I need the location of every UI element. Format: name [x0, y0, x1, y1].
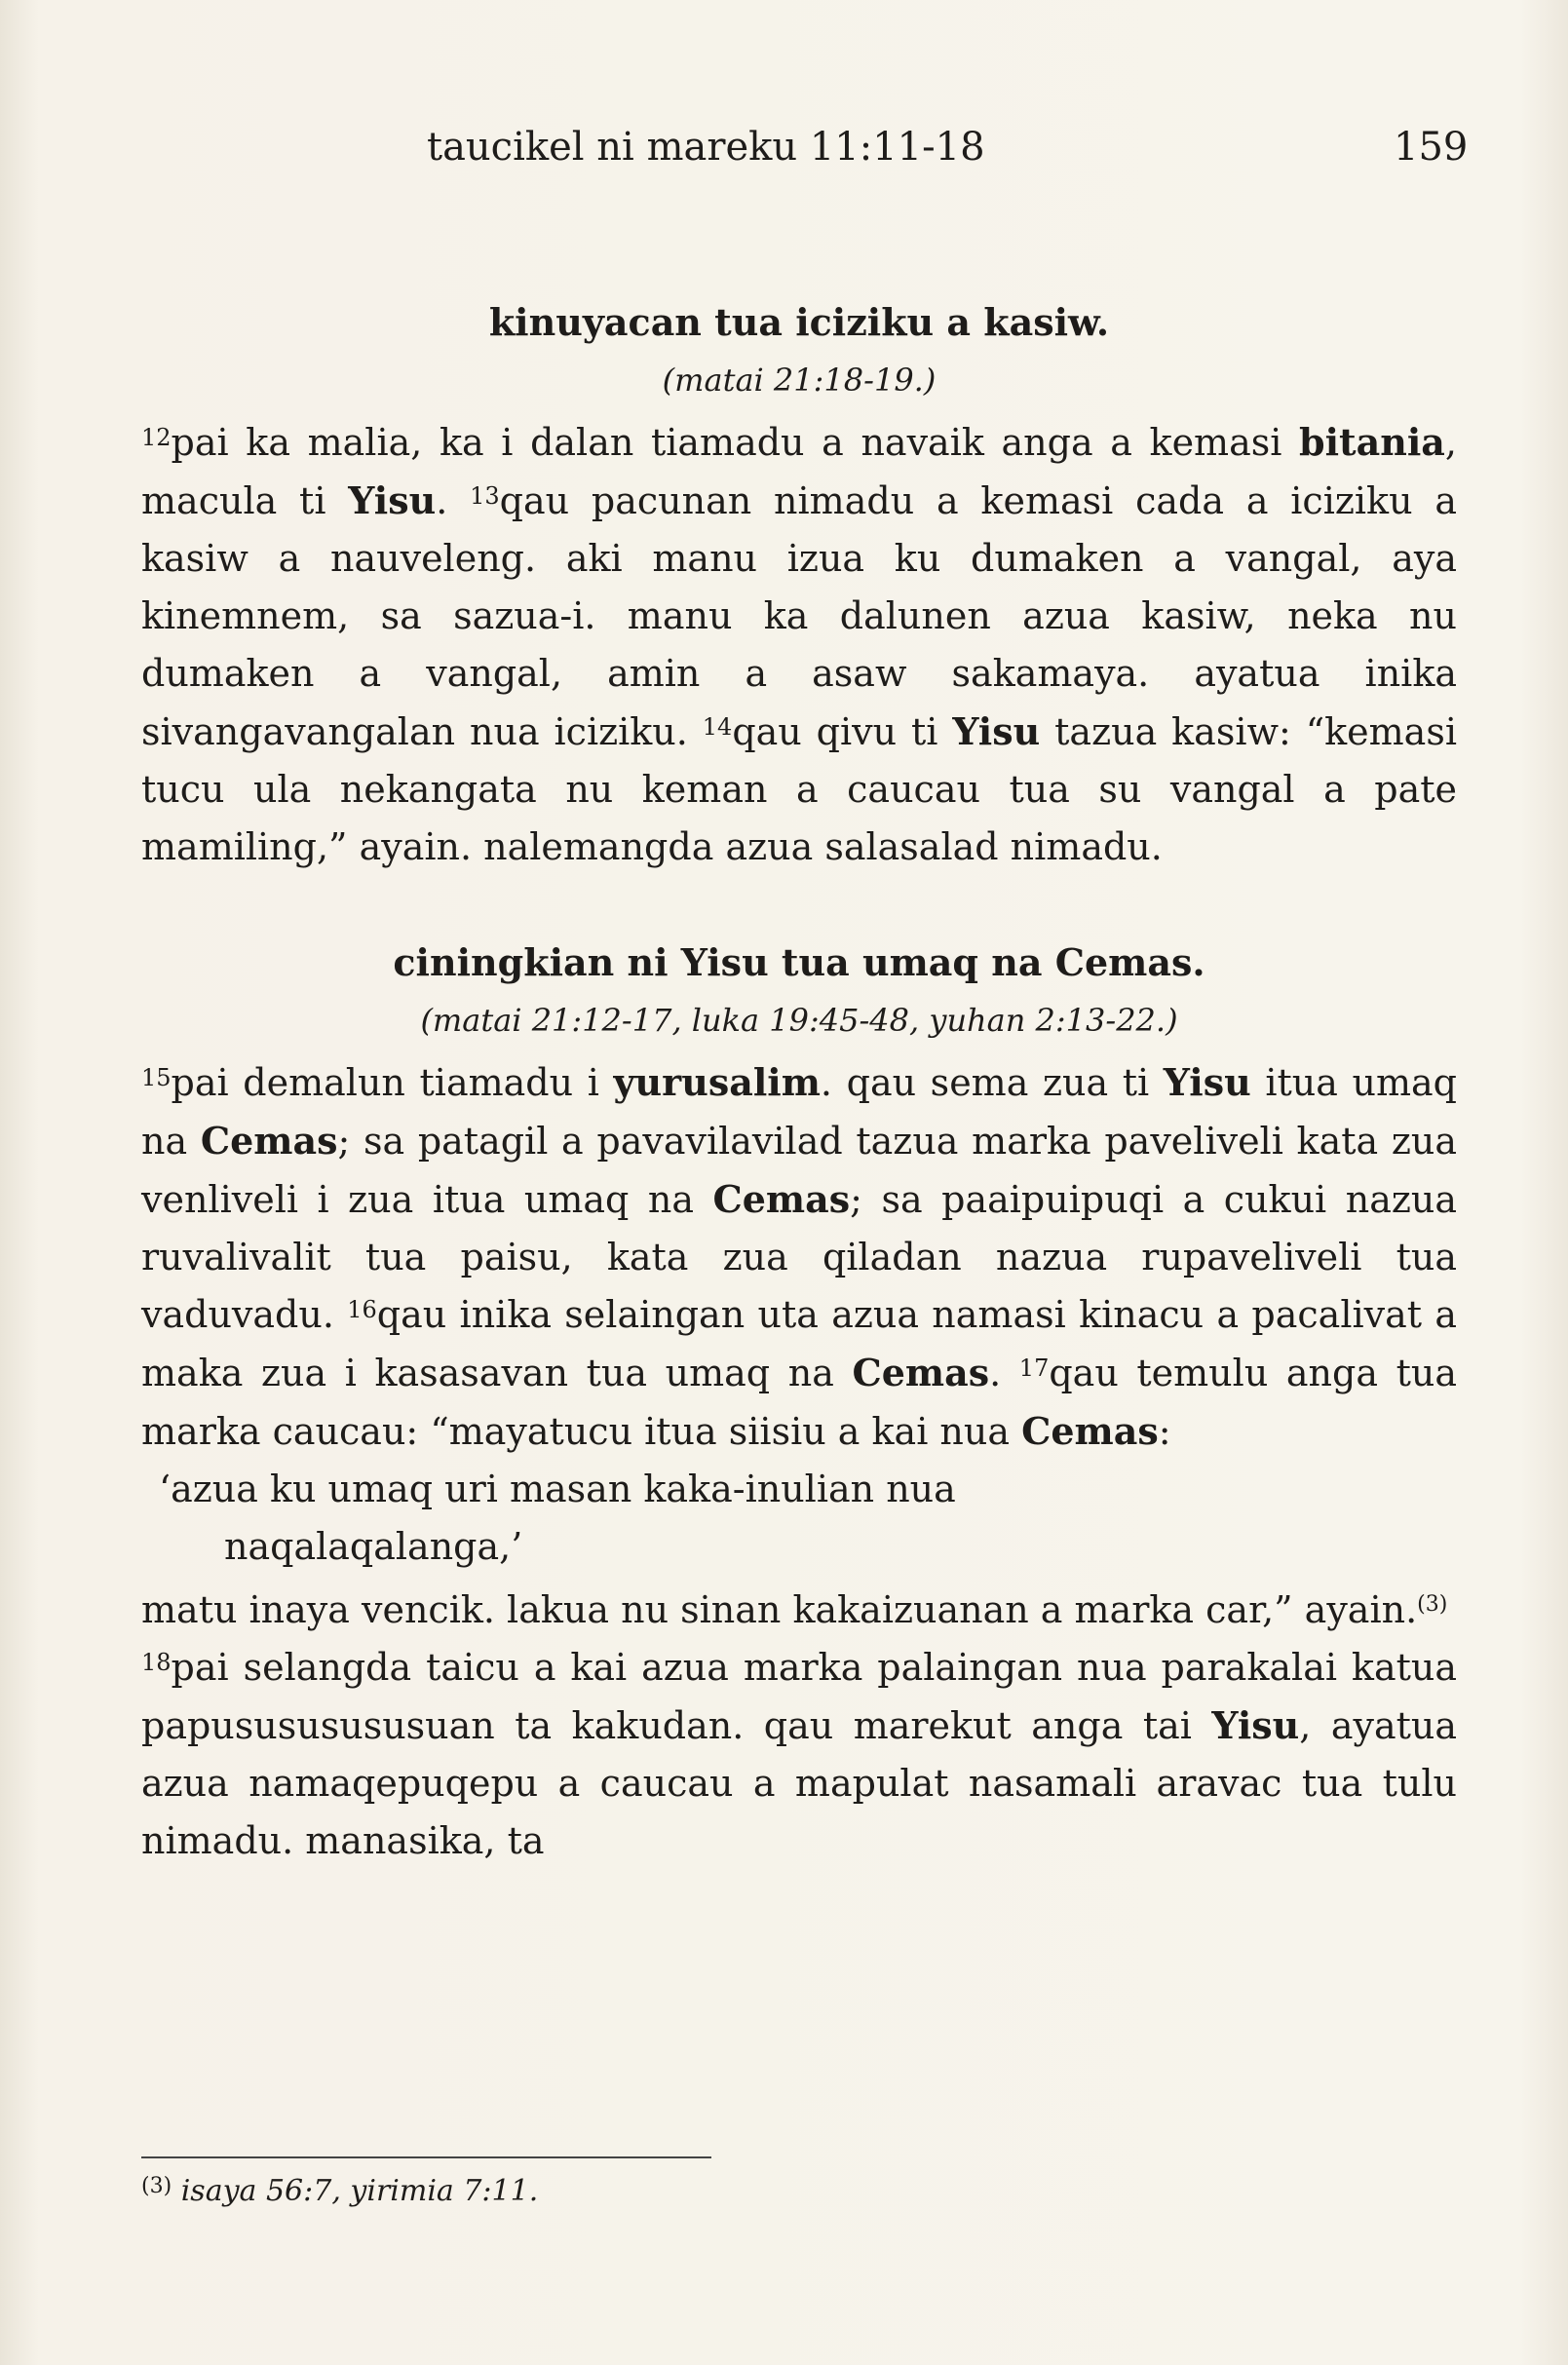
verse-number-18: 18	[141, 1649, 172, 1676]
verse-number-12: 12	[141, 424, 172, 451]
footnote-text: isaya 56:7, yirimia 7:11.	[172, 2174, 539, 2208]
name-cemas: Cemas	[200, 1119, 338, 1163]
paragraph-verse-18	[141, 1639, 1457, 1870]
verse-16-text-b: .	[989, 1352, 1019, 1394]
cross-reference-1: (matai 21:18-19.)	[662, 362, 937, 399]
name-cemas: Cemas	[1021, 1409, 1159, 1453]
verse-14-text-b: tazua kasiw: “kemasi tucu ula nekangata nu keman a caucau tua su vangal a pate mamiling,” ayain. nalemangda azua salasalad nimadu.	[141, 710, 1457, 868]
verse-number-14: 14	[702, 713, 733, 741]
running-title: taucikel ni mareku 11:11-18	[427, 125, 985, 170]
name-cemas: Cemas	[712, 1177, 851, 1221]
page-number: 159	[1394, 125, 1469, 170]
cross-reference-2: (matai 21:12-17, luka 19:45-48, yuhan 2:13-22.)	[420, 1002, 1178, 1039]
footnote-divider	[141, 2156, 711, 2158]
name-yisu: Yisu	[348, 478, 437, 522]
footnote-number: (3)	[141, 2174, 172, 2198]
name-yisu: Yisu	[1163, 1060, 1251, 1104]
quotation-line-1: ‘azua ku umaq uri masan kaka-inulian nua	[159, 1468, 956, 1510]
verse-15-text-e: ; sa paaipuipuqi a cukui nazua ruvalivalit tua paisu, kata zua qiladan nazua rupaveliveli tua vaduvadu.	[141, 1178, 1457, 1336]
verse-15-text-d: ; sa patagil a pavavilavilad tazua marka paveliveli kata zua venliveli i zua itua umaq na	[141, 1120, 1457, 1221]
verse-14-text: qau qivu ti	[732, 710, 953, 753]
verse-12-text: pai ka malia, ka i dalan tiamadu a navaik anga a kemasi	[171, 421, 1300, 464]
quotation-line-2: naqalaqalanga,’	[224, 1525, 523, 1568]
name-yisu: Yisu	[1211, 1703, 1300, 1747]
footnote-marker[interactable]: (3)	[1417, 1592, 1448, 1617]
verse-number-17: 17	[1018, 1354, 1050, 1382]
verse-15-text: pai demalun tiamadu i	[171, 1061, 614, 1104]
name-yisu: Yisu	[952, 709, 1041, 753]
verse-number-15: 15	[141, 1064, 172, 1091]
verse-17-continuation	[141, 1576, 1457, 1639]
verse-17-text-b: :	[1158, 1410, 1171, 1453]
section-heading-2: ciningkian ni Yisu tua umaq na Cemas.	[393, 940, 1205, 984]
verse-13-text: qau pacunan nimadu a kemasi cada a iciziku a kasiw a nauveleng. aki manu izua ku dumaken a vangal, aya kinemnem, sa sazua-i. manu ka dalunen azua kasiw, neka nu dumaken a vangal, amin a asaw sakamaya. ayatua inika sivangavangalan nua iciziku.	[141, 479, 1457, 753]
paragraph-verses-12-14	[141, 413, 1457, 876]
footnote	[141, 2165, 538, 2213]
place-name-yurusalim: yurusalim	[613, 1060, 821, 1104]
running-header	[0, 125, 1568, 183]
place-name-bitania: bitania	[1299, 420, 1445, 464]
verse-17-text-c: matu inaya vencik. lakua nu sinan kakaizuanan a marka car,” ayain.	[141, 1588, 1418, 1631]
section-heading-1: kinuyacan tua iciziku a kasiw.	[488, 300, 1110, 344]
verse-number-16: 16	[347, 1296, 377, 1323]
verse-16-text: qau inika selaingan uta azua namasi kinacu a pacalivat a maka zua i kasasavan tua umaq na	[141, 1293, 1457, 1394]
body-text	[141, 292, 1457, 1870]
paragraph-verses-15-17	[141, 1053, 1457, 1461]
name-cemas: Cemas	[852, 1351, 990, 1394]
verse-15-text-c: itua umaq na	[141, 1061, 1457, 1163]
verse-15-text-b: . qau sema zua ti	[820, 1061, 1164, 1104]
verse-number-13: 13	[470, 482, 500, 510]
verse-12-text-b: , macula ti	[141, 421, 1457, 522]
verse-17-text: qau temulu anga tua marka caucau: “mayatucu itua siisiu a kai nua	[141, 1352, 1457, 1453]
verse-18-text-b: , ayatua azua namaqepuqepu a caucau a mapulat nasamali aravac tua tulu nimadu. manasika, ta	[141, 1704, 1457, 1862]
verse-18-text: pai selangda taicu a kai azua marka palaingan nua parakalai katua papusususususuan ta kakudan. qau marekut anga tai	[141, 1646, 1457, 1747]
verse-12-text-c: .	[436, 479, 471, 522]
